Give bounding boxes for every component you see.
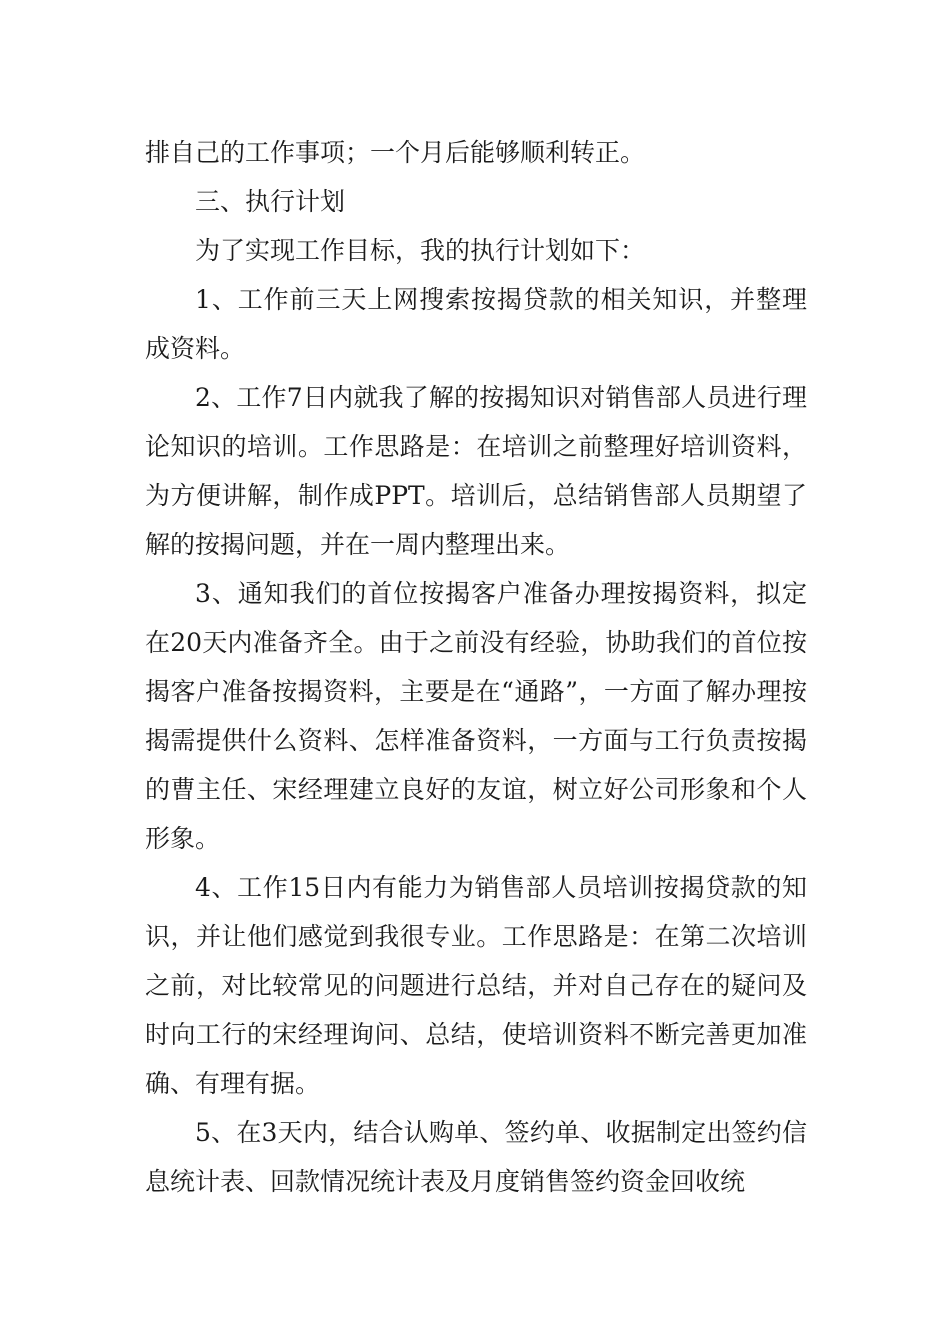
plan-item-4: 4、工作15日内有能力为销售部人员培训按揭贷款的知识，并让他们感觉到我很专业。工作思路是：在第二次培训之前，对比较常见的问题进行总结，并对自己存在的疑问及时向工行的宋经理询问、总结，使培训资料不断完善更加准确、有理有据。	[145, 873, 807, 1098]
section-heading: 三、执行计划	[195, 187, 346, 216]
plan-item-1: 1、工作前三天上网搜索按揭贷款的相关知识，并整理成资料。	[145, 285, 807, 363]
plan-item-2: 2、工作7日内就我了解的按揭知识对销售部人员进行理论知识的培训。工作思路是：在培训之前整理好培训资料，为方便讲解，制作成PPT。培训后，总结销售部人员期望了解的按揭问题，并在一周内整理出来。	[145, 383, 807, 559]
plan-item-5: 5、在3天内，结合认购单、签约单、收据制定出签约信息统计表、回款情况统计表及月度销售签约资金回收统	[145, 1118, 807, 1196]
document-page	[145, 128, 807, 1206]
continuation-paragraph: 排自己的工作事项；一个月后能够顺利转正。	[145, 138, 646, 167]
intro-paragraph: 为了实现工作目标，我的执行计划如下：	[195, 236, 646, 265]
plan-item-3: 3、通知我们的首位按揭客户准备办理按揭资料，拟定在20天内准备齐全。由于之前没有经验，协助我们的首位按揭客户准备按揭资料，主要是在“通路”，一方面了解办理按揭需提供什么资料、怎样准备资料，一方面与工行负责按揭的曹主任、宋经理建立良好的友谊，树立好公司形象和个人形象。	[145, 579, 807, 853]
